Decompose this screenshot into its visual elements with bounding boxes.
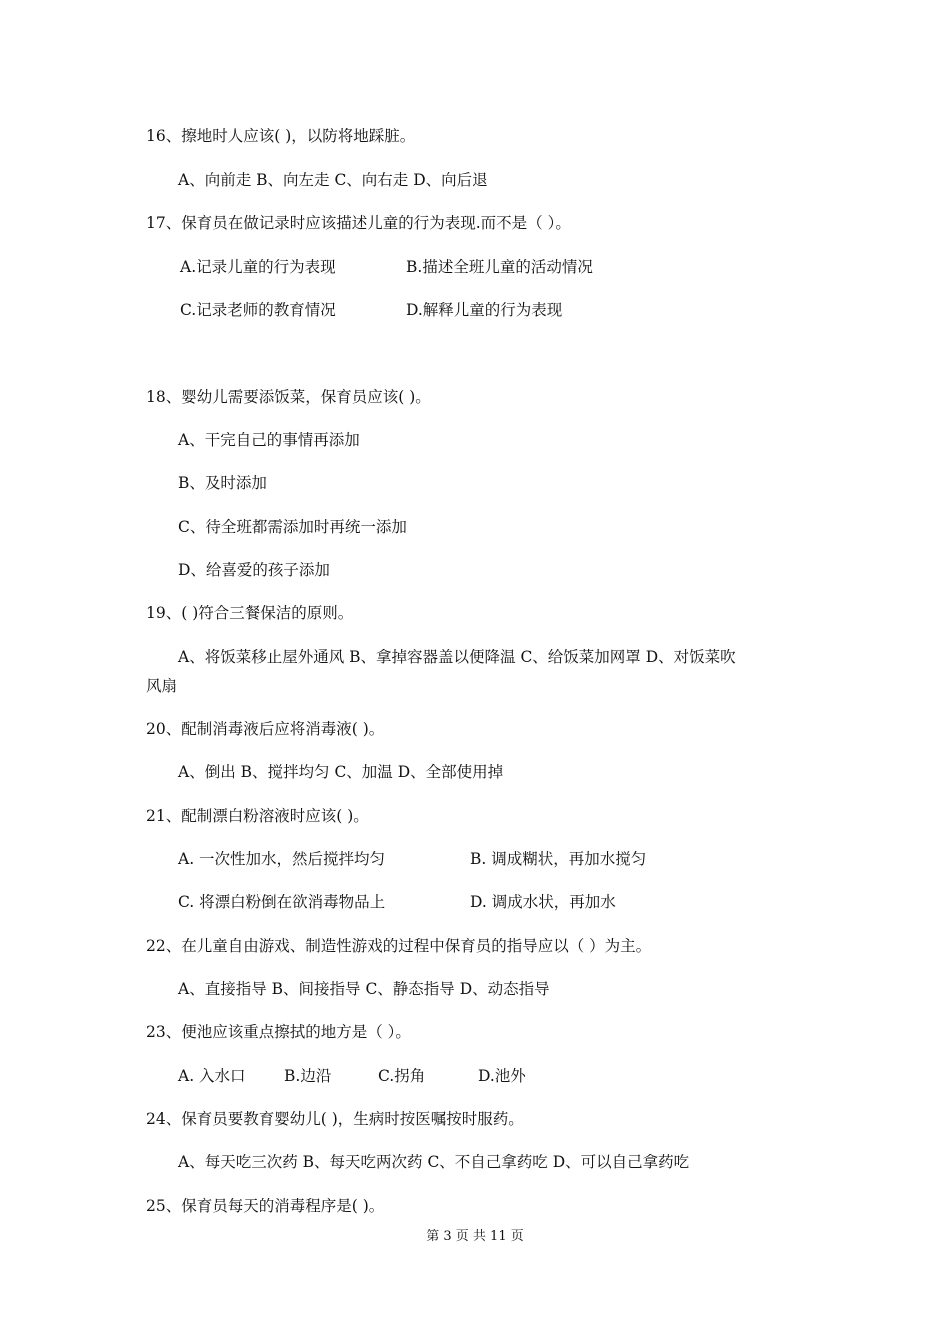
q22-options: A、直接指导 B、间接指导 C、静态指导 D、动态指导 bbox=[178, 980, 550, 998]
q18-text: 18、婴幼儿需要添饭菜，保育员应该( )。 bbox=[146, 388, 431, 406]
q17-option-d: D.解释儿童的行为表现 bbox=[406, 301, 563, 319]
page-footer: 第 3 页 共 11 页 bbox=[426, 1229, 524, 1244]
q20-options: A、倒出 B、搅拌均匀 C、加温 D、全部使用掉 bbox=[178, 763, 504, 781]
q17-option-b: B.描述全班儿童的活动情况 bbox=[406, 258, 593, 276]
q21-option-c: C. 将漂白粉倒在欲消毒物品上 bbox=[178, 893, 386, 911]
q23-option-a: A. 入水口 bbox=[178, 1067, 246, 1085]
q25-text: 25、保育员每天的消毒程序是( )。 bbox=[146, 1197, 385, 1215]
q23-option-d: D.池外 bbox=[478, 1067, 526, 1085]
q18-option-a: A、干完自己的事情再添加 bbox=[178, 431, 360, 449]
q18-option-b: B、及时添加 bbox=[178, 474, 267, 492]
q17-option-a: A.记录儿童的行为表现 bbox=[180, 258, 336, 276]
q24-options: A、每天吃三次药 B、每天吃两次药 C、不自己拿药吃 D、可以自己拿药吃 bbox=[178, 1153, 690, 1171]
q23-option-c: C.拐角 bbox=[378, 1067, 426, 1085]
q19-options-line1: A、将饭菜移止屋外通风 B、拿掉容器盖以便降温 C、给饭菜加网罩 D、对饭菜吹 bbox=[178, 648, 736, 666]
q21-option-a: A. 一次性加水，然后搅拌均匀 bbox=[178, 850, 386, 868]
q21-text: 21、配制漂白粉溶液时应该( )。 bbox=[146, 807, 369, 825]
q21-option-b: B. 调成糊状，再加水搅匀 bbox=[470, 850, 647, 868]
q17-option-c: C.记录老师的教育情况 bbox=[180, 301, 336, 319]
q22-text: 22、在儿童自由游戏、制造性游戏的过程中保育员的指导应以（ ）为主。 bbox=[146, 937, 652, 955]
q19-options-line2: 风扇 bbox=[146, 677, 178, 695]
q16-text: 16、擦地时人应该( )，以防将地踩脏。 bbox=[146, 127, 416, 145]
q23-text: 23、便池应该重点擦拭的地方是（ ）。 bbox=[146, 1023, 411, 1041]
q16-options: A、向前走 B、向左走 C、向右走 D、向后退 bbox=[178, 171, 488, 189]
q23-option-b: B.边沿 bbox=[284, 1067, 332, 1085]
q24-text: 24、保育员要教育婴幼儿( )，生病时按医嘱按时服药。 bbox=[146, 1110, 524, 1128]
q17-text: 17、保育员在做记录时应该描述儿童的行为表现.而不是（ ）。 bbox=[146, 214, 571, 232]
q18-option-d: D、给喜爱的孩子添加 bbox=[178, 561, 330, 579]
q19-text: 19、( )符合三餐保洁的原则。 bbox=[146, 604, 354, 622]
q18-option-c: C、待全班都需添加时再统一添加 bbox=[178, 518, 407, 536]
q20-text: 20、配制消毒液后应将消毒液( )。 bbox=[146, 720, 385, 738]
q21-option-d: D. 调成水状，再加水 bbox=[470, 893, 616, 911]
